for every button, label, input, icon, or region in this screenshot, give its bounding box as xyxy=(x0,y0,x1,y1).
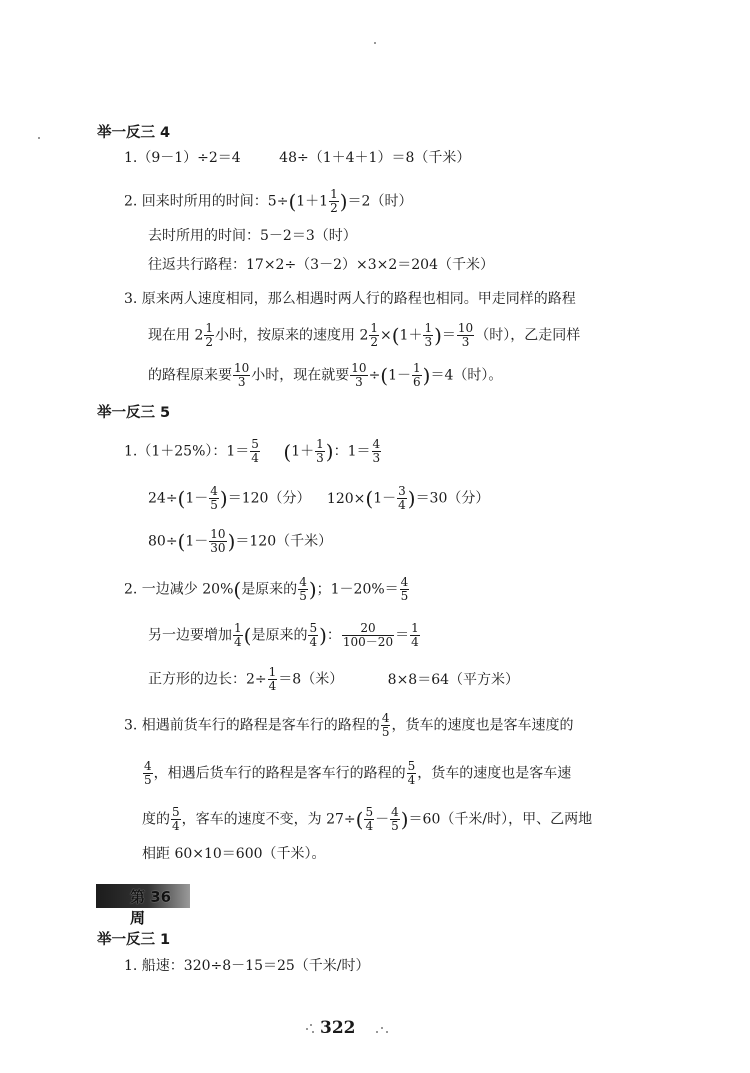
text: × xyxy=(380,327,392,344)
scan-speck xyxy=(374,42,376,44)
answer-line: 1. 船速：320÷8－15＝25（千米/时） xyxy=(124,958,370,974)
text: 8×8＝64（平方米） xyxy=(387,671,520,688)
answer-line: 往返共行路程：17×2÷（3－2）×3×2＝204（千米） xyxy=(148,257,494,273)
text: 小时，按原来的速度用 2 xyxy=(215,327,369,344)
text: 80÷ xyxy=(148,533,178,550)
text: 2. 回来时所用的时间：5÷ xyxy=(124,193,289,210)
text: ＝ xyxy=(441,327,456,344)
scan-speck xyxy=(38,137,40,139)
text: 的路程原来要 xyxy=(148,367,232,384)
answer-line: 3. 原来两人速度相同，那么相遇时两人行的路程也相同。甲走同样的路程 xyxy=(124,291,576,307)
text: 正方形的边长：2÷ xyxy=(148,671,267,688)
text: ，货车的速度也是客车速度的 xyxy=(391,717,574,734)
text: 2. 一边减少 20% xyxy=(124,581,234,598)
text: ＝30（分） xyxy=(415,490,490,507)
answer-line: 3. 相遇前货车行的路程是客车行的路程的 $\frac{4}{5}$ ，货车的速度也是客车速度的 xyxy=(124,711,574,739)
week-label: 第 36 周 xyxy=(130,888,172,927)
text: 另一边要增加 xyxy=(148,627,232,644)
text: ，客车的速度不变，为 27÷ xyxy=(181,811,356,828)
answer-line: 另一边要增加 $\frac{1}{4}$ (是原来的 $\frac{5}{4}$ )： $\frac{20}{100-20}$ ＝ $\frac{1}{4}$ xyxy=(148,621,419,649)
text: ÷ xyxy=(368,367,381,384)
text: 3. 相遇前货车行的路程是客车行的路程的 xyxy=(124,717,380,734)
answer-line: 度的 $\frac{5}{4}$ ，客车的速度不变，为 27÷( $\frac{5}{4}$ － $\frac{4}{5}$ )＝60（千米/时），甲、乙两地 xyxy=(142,805,593,833)
text: 48÷（1＋4＋1）＝8（千米） xyxy=(279,150,471,166)
text: （时），乙走同样 xyxy=(475,327,581,344)
text: ＝2（时） xyxy=(347,193,413,210)
text: ＝8（米） xyxy=(278,671,344,688)
answer-line: 正方形的边长：2÷ $\frac{1}{4}$ ＝8（米） 8×8＝64（平方米） xyxy=(148,665,520,693)
text: ： xyxy=(326,627,341,644)
section-heading-4: 举一反三 4 xyxy=(97,125,171,141)
answer-line: 相距 60×10＝600（千米）。 xyxy=(142,846,326,862)
section-heading-5: 举一反三 5 xyxy=(97,405,171,421)
text: ＝60（千米/时），甲、乙两地 xyxy=(408,811,593,828)
text: ＝120（千米） xyxy=(235,533,333,550)
text: 小时，现在就要 xyxy=(251,367,350,384)
week-banner xyxy=(96,884,190,927)
text: 是原来的 xyxy=(251,627,308,644)
section-heading-1: 举一反三 1 xyxy=(97,932,171,948)
text: 度的 xyxy=(142,811,170,828)
text: 现在用 2 xyxy=(148,327,204,344)
text: ＝120（分） xyxy=(227,490,311,507)
answer-line xyxy=(124,148,470,168)
text: ，相遇后货车行的路程是客车行的路程的 xyxy=(153,765,406,782)
text: 1.（9－1）÷2＝4 xyxy=(124,150,241,166)
answer-line: 去时所用的时间：5－2＝3（时） xyxy=(148,228,357,244)
text: 24÷ xyxy=(148,490,178,507)
text: 120× xyxy=(326,490,366,507)
text: ：1＝ xyxy=(333,443,371,460)
page-number-text: 322 xyxy=(320,1018,356,1038)
answer-line: 80÷(1－ $\frac{10}{30}$ )＝120（千米） xyxy=(148,527,333,555)
text: ；1－20%＝ xyxy=(316,581,399,598)
answer-line: 的路程原来要 $\frac{10}{3}$ 小时，现在就要 $\frac{10}{3}$ ÷(1－ $\frac{1}{6}$ )＝4（时）。 xyxy=(148,361,503,389)
text: 是原来的 xyxy=(241,581,298,598)
text: 1.（1＋25%）：1＝ xyxy=(124,443,250,460)
answer-line: 1.（1＋25%）：1＝ $\frac{5}{4}$ (1＋ $\frac{1}{3}$ )：1＝ $\frac{4}{3}$ xyxy=(124,437,381,465)
answer-line: 现在用 2 $\frac{1}{2}$ 小时，按原来的速度用 2 $\frac{1}{2}$ ×(1＋ $\frac{1}{3}$ )＝ $\frac{10}{3}$ （时），乙走同样 xyxy=(148,321,581,349)
text: ，货车的速度也是客车速 xyxy=(417,765,572,782)
answer-line: 2. 回来时所用的时间：5÷(1＋1 $\frac{1}{2}$ )＝2（时） xyxy=(124,187,413,215)
text: ＝4（时）。 xyxy=(430,367,503,384)
answer-line: 24÷(1－ $\frac{4}{5}$ )＝120（分） 120×(1－ $\frac{3}{4}$ )＝30（分） xyxy=(148,484,490,512)
answer-line: $\frac{4}{5}$ ，相遇后货车行的路程是客车行的路程的 $\frac{5}{4}$ ，货车的速度也是客车速 xyxy=(144,759,572,787)
answer-line: 2. 一边减少 20%(是原来的 $\frac{4}{5}$ )；1－20%＝ $\frac{4}{5}$ xyxy=(124,575,409,603)
